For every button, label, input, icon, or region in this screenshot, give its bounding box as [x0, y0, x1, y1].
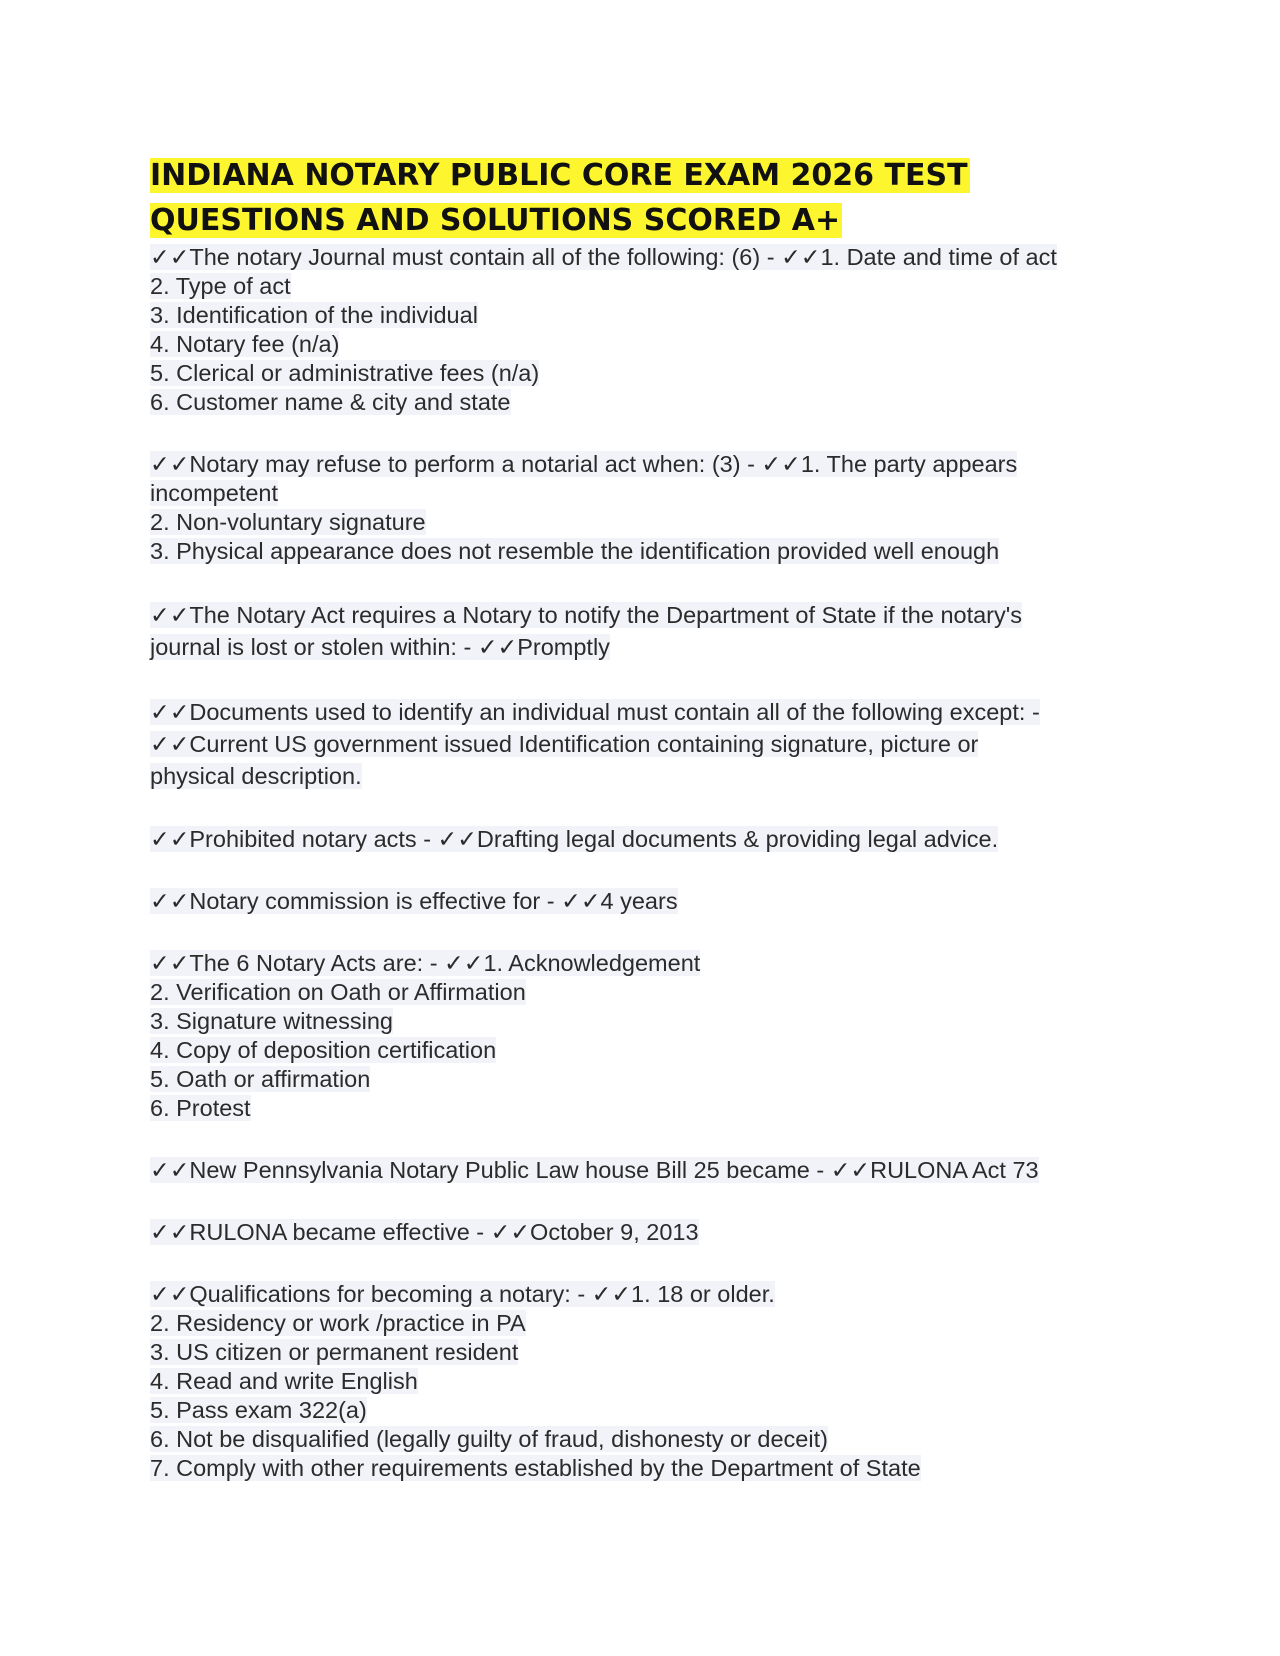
qa-item: [150, 887, 1150, 916]
qa-line: ✓✓The 6 Notary Acts are: - ✓✓1. Acknowledgement: [150, 950, 701, 976]
qa-line: 2. Residency or work /practice in PA: [150, 1310, 526, 1336]
qa-line: ✓✓Documents used to identify an individual must contain all of the following except: -: [150, 699, 1040, 725]
qa-line: ✓✓RULONA became effective - ✓✓October 9, 2013: [150, 1219, 699, 1245]
qa-line: ✓✓Notary commission is effective for - ✓✓4 years: [150, 888, 678, 914]
qa-line: 5. Oath or affirmation: [150, 1066, 371, 1092]
qa-line: ✓✓Qualifications for becoming a notary: - ✓✓1. 18 or older.: [150, 1281, 775, 1307]
qa-line: 5. Clerical or administrative fees (n/a): [150, 360, 540, 386]
qa-line: ✓✓Notary may refuse to perform a notarial act when: (3) - ✓✓1. The party appears: [150, 451, 1018, 477]
qa-line: 6. Customer name & city and state: [150, 389, 511, 415]
qa-line: 4. Notary fee (n/a): [150, 331, 340, 357]
qa-line: ✓✓New Pennsylvania Notary Public Law house Bill 25 became - ✓✓RULONA Act 73: [150, 1157, 1039, 1183]
qa-item: [150, 949, 1150, 1123]
title-line-2: QUESTIONS AND SOLUTIONS SCORED A+: [150, 203, 841, 238]
qa-item: [150, 243, 1150, 417]
qa-item: [150, 825, 1150, 854]
qa-item: [150, 1156, 1150, 1185]
qa-line: physical description.: [150, 763, 362, 789]
qa-line: 6. Protest: [150, 1095, 251, 1121]
qa-line: 3. Signature witnessing: [150, 1008, 393, 1034]
qa-line: 5. Pass exam 322(a): [150, 1397, 367, 1423]
qa-line: ✓✓Prohibited notary acts - ✓✓Drafting legal documents & providing legal advice.: [150, 826, 999, 852]
qa-item: [150, 1280, 1150, 1483]
qa-item: [150, 450, 1150, 566]
qa-item: [150, 1218, 1150, 1247]
qa-line: 2. Type of act: [150, 273, 291, 299]
qa-line: 4. Read and write English: [150, 1368, 418, 1394]
qa-line: 4. Copy of deposition certification: [150, 1037, 497, 1063]
qa-line: 2. Verification on Oath or Affirmation: [150, 979, 526, 1005]
title-line-1: INDIANA NOTARY PUBLIC CORE EXAM 2026 TEST: [150, 158, 968, 193]
qa-line: ✓✓The notary Journal must contain all of the following: (6) - ✓✓1. Date and time of act: [150, 244, 1057, 270]
qa-line: ✓✓Current US government issued Identification containing signature, picture or: [150, 731, 979, 757]
qa-line: ✓✓The Notary Act requires a Notary to notify the Department of State if the notary's: [150, 602, 1022, 628]
qa-item: [150, 599, 1150, 663]
qa-list: [150, 243, 1150, 1483]
qa-line: 2. Non-voluntary signature: [150, 509, 426, 535]
qa-line: 6. Not be disqualified (legally guilty of fraud, dishonesty or deceit): [150, 1426, 828, 1452]
document-page: [150, 153, 1150, 1516]
qa-line: 3. Physical appearance does not resemble the identification provided well enough: [150, 538, 1000, 564]
qa-line: journal is lost or stolen within: - ✓✓Promptly: [150, 634, 610, 660]
qa-line: 7. Comply with other requirements established by the Department of State: [150, 1455, 921, 1481]
qa-line: incompetent: [150, 480, 279, 506]
qa-line: 3. Identification of the individual: [150, 302, 478, 328]
qa-item: [150, 696, 1150, 792]
qa-line: 3. US citizen or permanent resident: [150, 1339, 519, 1365]
document-title: [150, 153, 1150, 243]
